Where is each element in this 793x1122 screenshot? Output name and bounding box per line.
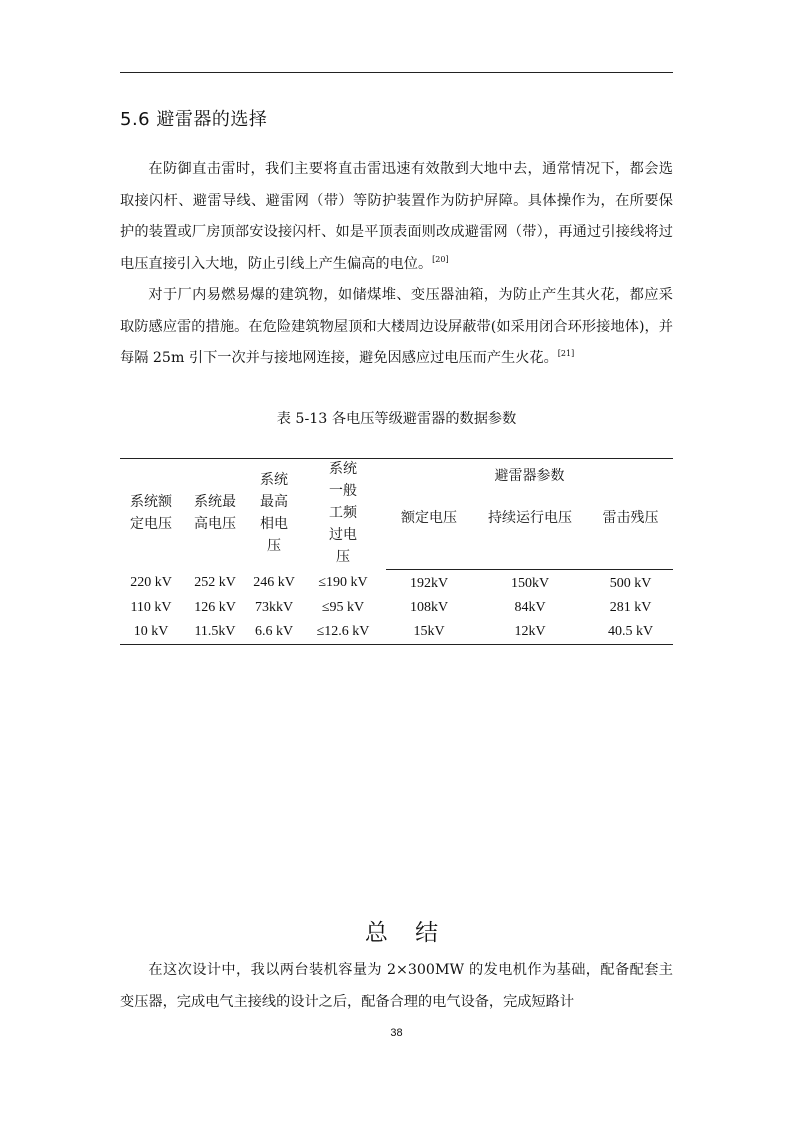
- header-residual-voltage: 雷击残压: [588, 495, 673, 569]
- paragraph-text: 在这次设计中，我以两台装机容量为 2×300MW 的发电机作为基础，配备配套主变压器，完成电气主接线的设计之后，配备合理的电气设备，完成短路计: [120, 962, 673, 1010]
- header-max-system-voltage: 系统最高电压: [182, 459, 248, 570]
- table-cell: 252 kV: [194, 575, 236, 591]
- paragraph-induced-lightning: [120, 280, 673, 375]
- table-cell: 40.5 kV: [588, 620, 673, 645]
- paragraph-direct-lightning: [120, 154, 673, 280]
- table-cell: 12kV: [472, 620, 588, 645]
- table-cell: ≤95 kV: [321, 599, 365, 615]
- table-cell: 281 kV: [609, 599, 652, 615]
- header-rated-voltage: 额定电压: [386, 495, 472, 569]
- table-cell: 220 kV: [130, 575, 172, 591]
- table-cell: ≤12.6 kV: [300, 620, 386, 645]
- table-row: [120, 620, 673, 645]
- header-arrester-params: 避雷器参数: [386, 459, 673, 495]
- paragraph-text: 对于厂内易燃易爆的建筑物，如储煤堆、变压器油箱，为防止产生其火花，都应采取防感应雷的措施。在危险建筑物屋顶和大楼周边设屏蔽带(如采用闭合环形接地体)，并每隔 25m 引下一次并与接地网连接，避免因感应过电压而产生火花。: [120, 287, 673, 366]
- table-cell: 10 kV: [120, 620, 182, 645]
- paragraph-text: 在防御直击雷时，我们主要将直击雷迅速有效散到大地中去，通常情况下，都会选取接闪杆、避雷导线、避雷网（带）等防护装置作为防护屏障。具体操作为，在所要保护的装置或厂房顶部安设接闪杆、如是平顶表面则改成避雷网（带），再通过引接线将过电压直接引入大地，防止引线上产生偏高的电位。: [120, 161, 673, 272]
- header-rule: [120, 72, 673, 73]
- table-cell: ≤190 kV: [318, 575, 368, 591]
- reference-marker: [20]: [432, 254, 449, 264]
- summary-heading: 总 结: [364, 920, 449, 946]
- table-row: [120, 596, 673, 620]
- page-number: 38: [390, 1027, 403, 1039]
- table-cell: 6.6 kV: [248, 620, 300, 645]
- header-power-freq-overvoltage: 系统一般工频过电压: [300, 459, 386, 570]
- table-caption: 表 5-13 各电压等级避雷器的数据参数: [276, 411, 517, 427]
- header-max-phase-voltage: 系统最高相电压: [248, 459, 300, 570]
- arrester-parameters-table: [120, 458, 673, 645]
- table-cell: 73kkV: [254, 599, 294, 615]
- header-rated-system-voltage: 系统额定电压: [120, 459, 182, 570]
- table-cell: 110 kV: [130, 599, 172, 615]
- section-heading: 5.6 避雷器的选择: [120, 109, 268, 130]
- reference-marker: [21]: [557, 349, 575, 358]
- table-cell: 11.5kV: [182, 620, 248, 645]
- summary-paragraph: [120, 955, 673, 1018]
- table-cell: 192kV: [409, 575, 449, 591]
- table-cell: 126 kV: [194, 599, 236, 615]
- table-cell: 246 kV: [253, 575, 295, 591]
- table-cell: 150kV: [510, 575, 550, 591]
- table-cell: 500 kV: [609, 575, 652, 591]
- table-cell: 84kV: [514, 599, 546, 615]
- table-cell: 15kV: [386, 620, 472, 645]
- table-row: [120, 569, 673, 596]
- table-cell: 108kV: [409, 599, 449, 615]
- header-continuous-voltage: 持续运行电压: [472, 495, 588, 569]
